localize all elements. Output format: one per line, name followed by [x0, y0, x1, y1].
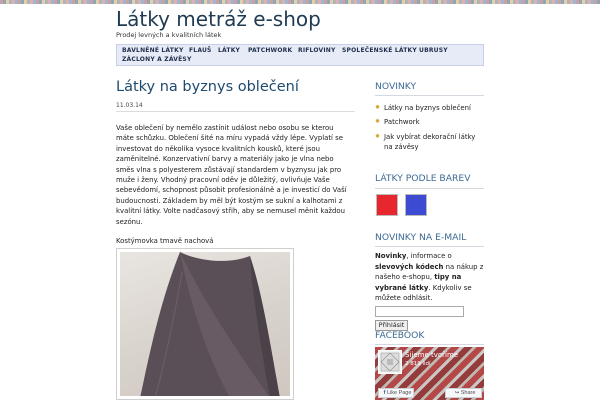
draped-fabric-illustration	[120, 252, 290, 396]
news-link-patchwork[interactable]: Patchwork	[384, 118, 420, 127]
facebook-likes-count: 2 819 lidí	[405, 361, 431, 367]
site-tagline: Prodej levných a kvalitních látek	[116, 31, 222, 39]
sidebar-heading-novinky: NOVINKY	[375, 81, 417, 92]
nav-item-bavlnene-latky[interactable]: BAVLNĚNÉ LÁTKY	[122, 47, 184, 54]
sidebar-divider	[375, 188, 484, 189]
image-caption: Kostýmovka tmavě nachová	[116, 237, 214, 245]
nav-item-riflovimy[interactable]: RIFLOVINY	[298, 47, 336, 54]
sidebar-heading-email: NOVINKY NA E-MAIL	[375, 232, 467, 243]
list-item[interactable]	[375, 132, 484, 153]
share-icon: ↪	[454, 390, 461, 396]
nav-item-latky[interactable]: LÁTKY	[218, 47, 241, 54]
sidebar-divider	[375, 344, 484, 345]
facebook-page-avatar[interactable]	[378, 350, 402, 374]
news-list	[375, 103, 484, 157]
facebook-share-button[interactable]: ↪ Share	[445, 388, 482, 398]
news-link-zavesy[interactable]: Jak vybírat dekorační látky na závěsy	[384, 132, 476, 152]
sidebar-heading-barvy: LÁTKY PODLE BAREV	[375, 173, 471, 184]
post-image[interactable]	[116, 248, 294, 400]
sidebar-divider	[375, 246, 484, 247]
email-input[interactable]	[375, 306, 464, 317]
color-swatch-blue[interactable]	[405, 194, 427, 216]
star-bullet-icon: ✸	[375, 132, 381, 140]
list-item[interactable]	[375, 103, 484, 113]
page-wrapper	[116, 0, 484, 400]
post-body: Vaše oblečení by nemělo zastínit událost nebo osobu se kterou máte schůzku. Oblečení šité na míru vypadá vždy lépe. Vyplatí se investovat do několika vysoce kvalitních kousků, které jsou zaměnitelné. Konzervativní barvy a materiály jako je vlna nebo směs vlna s polyesterem zůstávají standardem v byznysu jak pro muže i ženy. Vhodný pracovní oděv je důležitý, ovlivňuje Vaše sebevědomí, schopnost působit profesionálně a je investicí do Vaší budoucnosti. Základem by měl být kostým se sukní a kalhotami z kvalitní látky. Volte nadčasový střih, aby se nemusel měnit každou sezónu.	[116, 124, 347, 226]
post-title[interactable]: Látky na byznys oblečení	[116, 79, 299, 95]
nav-item-patchwork[interactable]: PATCHWORK	[248, 47, 293, 54]
news-link-byznys[interactable]: Látky na byznys oblečení	[384, 104, 471, 112]
quilt-pattern-icon	[379, 351, 401, 373]
sidebar-divider	[375, 95, 484, 96]
nav-item-spolecenske-latky[interactable]: SPOLEČENSKÉ LÁTKY	[342, 47, 417, 54]
sidebar-heading-facebook: FACEBOOK	[375, 330, 425, 341]
site-title[interactable]: Látky metráž e-shop	[116, 7, 321, 31]
nav-item-zaclony-a-zavesy[interactable]: ZÁCLONY A ZÁVĚSY	[122, 56, 192, 63]
nav-item-flaus[interactable]: FLAUŠ	[189, 47, 212, 54]
star-bullet-icon: ✸	[375, 104, 381, 111]
nav-item-ubrusy[interactable]: UBRUSY	[419, 47, 448, 54]
fabric-photo	[120, 252, 290, 396]
facebook-like-button[interactable]: f Like Page	[378, 388, 414, 398]
facebook-page-name[interactable]: Šijeme tvoříme	[405, 351, 459, 359]
facebook-icon: f	[383, 390, 387, 396]
sidebar	[375, 0, 484, 400]
list-item[interactable]	[375, 117, 484, 127]
post-divider	[116, 111, 355, 112]
newsletter-description: Novinky, informace o slevových kódech na nákup z našeho e-shopu, tipy na vybrané látky. Kdykoliv se můžete odhlásit.	[375, 252, 484, 303]
star-bullet-icon: ✸	[375, 118, 381, 126]
post-date: 11.03.14	[116, 102, 143, 109]
facebook-widget[interactable]	[375, 347, 484, 400]
subscribe-button[interactable]: Přihlásit	[375, 320, 408, 331]
color-swatch-red[interactable]	[376, 194, 398, 216]
